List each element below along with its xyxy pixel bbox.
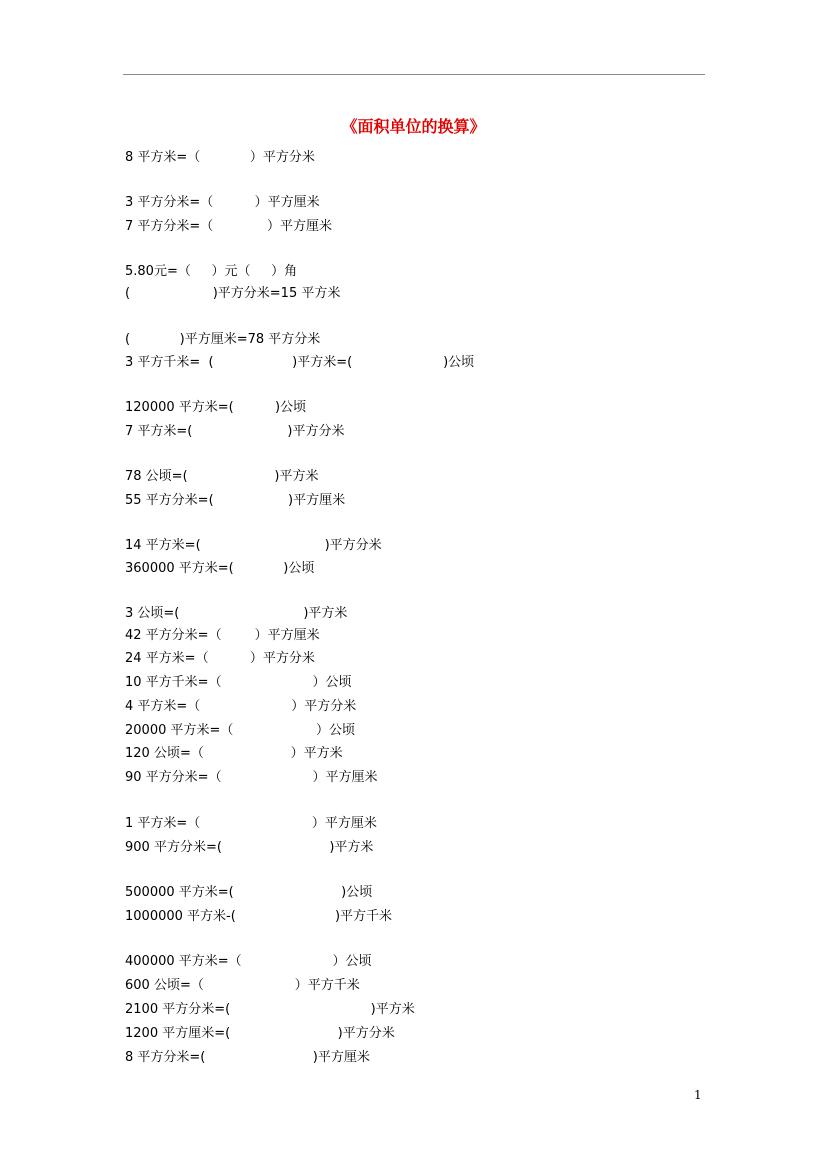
exercise-line: 120 公顷=（ ）平方米 (125, 746, 343, 761)
exercise-line: 20000 平方米=（ ）公顷 (125, 723, 356, 738)
exercise-line: 2100 平方分米=( )平方米 (125, 1002, 415, 1017)
exercise-line: 24 平方米=（ ）平方分米 (125, 651, 315, 666)
exercise-line: 600 公顷=（ ）平方千米 (125, 978, 360, 993)
exercise-line: 1 平方米=（ ）平方厘米 (125, 816, 377, 831)
exercise-line: ( )平方厘米=78 平方分米 (125, 332, 321, 347)
exercise-line: 42 平方分米=（ ）平方厘米 (125, 628, 320, 643)
exercise-line: 55 平方分米=( )平方厘米 (125, 493, 346, 508)
exercise-line: 8 平方米=（ ）平方分米 (125, 150, 315, 165)
exercise-line: 3 公顷=( )平方米 (125, 606, 348, 621)
exercise-line: 4 平方米=（ ）平方分米 (125, 699, 357, 714)
exercise-line: 1200 平方厘米=( )平方分米 (125, 1026, 395, 1041)
exercise-line: 120000 平方米=( )公顷 (125, 400, 307, 415)
exercise-line: 3 平方分米=（ ）平方厘米 (125, 195, 320, 210)
exercise-line: 14 平方米=( )平方分米 (125, 538, 382, 553)
exercise-line: 78 公顷=( )平方米 (125, 469, 319, 484)
exercise-line: 5.80元=（ ）元（ ）角 (125, 264, 298, 279)
exercise-line: 500000 平方米=( )公顷 (125, 885, 373, 900)
exercise-line: 90 平方分米=（ ）平方厘米 (125, 770, 378, 785)
exercise-line: 3 平方千米= ( )平方米=( )公顷 (125, 355, 475, 370)
exercise-line: 8 平方分米=( )平方厘米 (125, 1050, 370, 1065)
exercise-line: 7 平方米=( )平方分米 (125, 424, 345, 439)
exercise-line: 10 平方千米=（ ）公顷 (125, 675, 352, 690)
exercise-line: 360000 平方米=( )公顷 (125, 561, 315, 576)
page-title: 《面积单位的换算》 (341, 117, 486, 136)
header-rule (123, 74, 705, 75)
exercise-line: 900 平方分米=( )平方米 (125, 840, 374, 855)
page-number: 1 (694, 1088, 702, 1102)
exercise-line: ( )平方分米=15 平方米 (125, 286, 341, 301)
exercise-line: 7 平方分米=（ ）平方厘米 (125, 219, 333, 234)
exercise-line: 400000 平方米=（ ）公顷 (125, 954, 372, 969)
exercise-line: 1000000 平方米-( )平方千米 (125, 909, 393, 924)
